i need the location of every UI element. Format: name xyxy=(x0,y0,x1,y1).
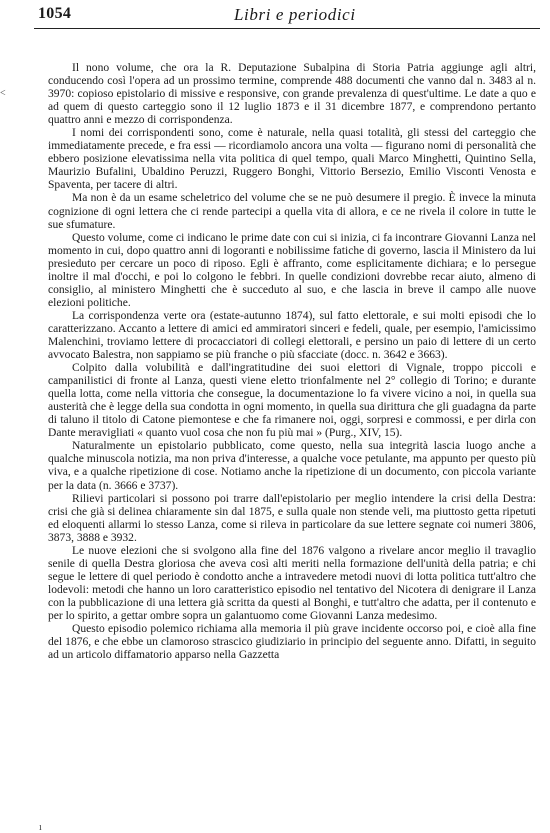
paragraph-4: Questo volume, come ci indicano le prime date con cui si inizia, ci fa incontrare Giovanni Lanza nel momento in cui, dopo quattro anni di logoranti e nobilissime fatiche di governo, lascia il Ministero da lui presieduto per cercare un poco di riposo. Egli è affranto, come esplicitamente dichiara; e lo persegue inoltre il mal d'occhi, e poi lo colgono le febbri. In quelle condizioni dovrebbe recar aiuto, almeno di consiglio, al ministero Minghetti che è succeduto al suo, e che lascia in breve il campo alle nuove elezioni politiche. xyxy=(48,231,536,309)
paragraph-2: I nomi dei corrispondenti sono, come è naturale, nella quasi totalità, gli stessi del carteggio che immediatamente precede, e fra essi — ricordiamolo ancora una volta — figurano nomi di personalità che ebbero posizione elevatissima nella vita politica di quel tempo, quali Marco Minghetti, Quintino Sella, Maurizio Bufalini, Ubaldino Peruzzi, Ruggero Bonghi, Vittorio Bersezio, Emilio Visconti Venosta e Spaventa, per tacere di altri. xyxy=(48,127,536,192)
footer-mark: ı xyxy=(39,822,42,833)
running-title: Libri e periodici xyxy=(234,5,356,24)
paragraph-8: Rilievi particolari si possono poi trarre dall'epistolario per meglio intendere la crisi della Destra: crisi che già si delinea chiaramente sin dal 1875, e sulla quale non stende veli, ma piuttosto getta ripetuti ed eloquenti allarmi lo stesso Lanza, come si rileva in particolare da sue lettere segnate coi numeri 3806, 3873, 3888 e 3932. xyxy=(48,492,536,544)
paragraph-10: Questo episodio polemico richiama alla memoria il più grave incidente occorso poi, e cioè alla fine del 1876, e che ebbe un clamoroso strascico giudiziario in principio del seguente anno. Difatti, in seguito ad un articolo diffamatorio apparso nella Gazzetta xyxy=(48,623,536,662)
article-body xyxy=(48,62,536,662)
page-number: 1054 xyxy=(38,5,72,22)
page-header xyxy=(38,5,536,27)
paragraph-9: Le nuove elezioni che si svolgono alla fine del 1876 valgono a rivelare ancor meglio il travaglio senile di quella Destra gloriosa che aveva così alti meriti nella formazione dell'unità della patria; e chi segue le lettere di quel periodo è condotto anche a intravedere metodi nuovi di lotta politica tutt'altro che lodevoli: metodi che hanno un loro caratteristico episodio nel tentativo del Nicotera di denigrare il Lanza con la pubblicazione di una lettera già scritta da questi al Bonghi, e tutt'altro che adatta, per il contenuto e per lo spirito, a gettar ombre sopra un galantuomo come Giovanni Lanza medesimo. xyxy=(48,544,536,622)
header-rule xyxy=(34,28,540,29)
paragraph-6: Colpito dalla volubilità e dall'ingratitudine dei suoi elettori di Vignale, troppo piccoli e campanilistici di fronte al Lanza, questi viene eletto trionfalmente nel 2° collegio di Torino; e durante quella lotta, come nella vittoria che consegue, la documentazione lo fa vivere vicino a noi, in quella sua austerità che è legge della sua condotta in ogni momento, in quella sua dirittura che gli guadagna da parte di taluno il titolo di Catone piemontese e che fa rimanere noi, oggi, sorpresi e commossi, e per dirla con Dante meravigliati « quanto vuol cosa che non fu più mai » (Purg., XIV, 15). xyxy=(48,362,536,440)
paragraph-3: Ma non è da un esame scheletrico del volume che se ne può desumere il pregio. È invece la minuta cognizione di ogni lettera che ci rende partecipi a quella vita di allora, e ce ne rivela il colore in tutte le sue sfumature. xyxy=(48,192,536,231)
margin-mark: ˂ xyxy=(0,88,6,99)
paragraph-1: Il nono volume, che ora la R. Deputazione Subalpina di Storia Patria aggiunge agli altri, conducendo così l'opera ad un prossimo termine, comprende 488 documenti che vanno dal n. 3483 al n. 3970: copioso epistolario di missive e responsive, con grande prevalenza di quest'ultime. Le date a quo e ad quem di questo carteggio sono il 12 luglio 1873 e il 31 dicembre 1877, e comprendono pertanto quattro anni e mezzo di corrispondenza. xyxy=(48,62,536,127)
paragraph-5: La corrispondenza verte ora (estate-autunno 1874), sul fatto elettorale, e sui molti episodi che lo caratterizzano. Accanto a lettere di amici ed ammiratori sinceri e fedeli, quale, per esempio, l'amicissimo Malenchini, troviamo lettere di procacciatori di collegi elettorali, e persino un paio di lettere di un certo avvocato Balestra, non sappiamo se più franche o più sfacciate (docc. n. 3642 e 3663). xyxy=(48,309,536,362)
paragraph-7: Naturalmente un epistolario pubblicato, come questo, nella sua integrità lascia luogo anche a qualche minuscola notizia, ma non priva d'interesse, a qualche voce petulante, ma appunto per questo più viva, e a qualche ripetizione di cose. Notiamo anche la ripetizione di un documento, con piccola variante per la data (n. 3666 e 3737). xyxy=(48,440,536,492)
